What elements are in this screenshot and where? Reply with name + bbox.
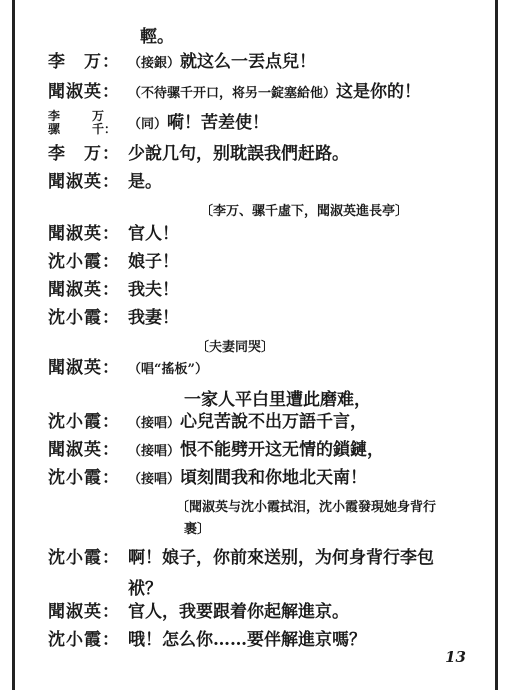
stage-direction: 〔李万、骡千虛下，聞淑英進長亭〕: [200, 204, 409, 219]
speaker-name: 沈小霞：: [48, 468, 120, 488]
spoken-text: 哦！怎么你……要伴解進京嗎？: [128, 630, 366, 650]
continuation-text: 輕。: [140, 27, 174, 47]
stage-direction-inline: （同）: [128, 117, 168, 132]
speaker-name: 沈小霞：: [48, 548, 120, 568]
stage-direction-inline: （唱“搖板”）: [128, 362, 208, 377]
dialogue-text: [128, 440, 384, 462]
spoken-text: 这是你的！: [336, 82, 422, 102]
speaker-name: 沈小霞：: [48, 630, 120, 650]
dialogue-text: [128, 52, 316, 74]
spoken-text: 少說几句，别耽誤我們赶路。: [128, 144, 349, 164]
spoken-text: 我夫！: [128, 280, 179, 300]
spoken-text: 官人！: [128, 224, 179, 244]
stage-direction-continuation: 裹〕: [184, 522, 211, 537]
spoken-text: 啊！娘子，你前來送别，为何身背行李包: [128, 548, 434, 568]
stage-direction-inline: （不待骡千开口，将另一錠塞給他）: [128, 86, 337, 101]
speaker-name: 聞淑英：: [48, 82, 120, 102]
stage-direction: 〔夫妻同哭〕: [196, 340, 275, 355]
stage-direction-inline: （接唱）: [128, 416, 181, 431]
right-border-rule: [495, 0, 498, 690]
speaker-char: 骡: [48, 122, 61, 136]
continuation-text: 袱？: [128, 579, 162, 599]
speaker-name: 沈小霞：: [48, 252, 120, 272]
stage-direction-inline: （接銀）: [128, 56, 181, 71]
spoken-text: 恨不能劈开这无情的鎖鏈，: [180, 440, 385, 460]
stage-direction: 〔聞淑英与沈小霞拭泪，沈小霞發現她身背行: [176, 500, 437, 515]
speaker-name: 聞淑英：: [48, 440, 120, 460]
speaker-name: 沈小霞：: [48, 308, 120, 328]
spoken-text: 我妻！: [128, 308, 179, 328]
speaker-name: 李 万：: [48, 52, 120, 72]
dialogue-text: [128, 358, 208, 380]
speaker-name: 聞淑英：: [48, 602, 120, 622]
stage-direction-inline: （接唱）: [128, 472, 181, 487]
speaker-name: 沈小霞：: [48, 412, 120, 432]
stage-direction-inline: （接唱）: [128, 444, 181, 459]
verse-line: 一家人平白里遭此磨难，: [184, 390, 371, 410]
spoken-text: 心兒苦說不出万語千言，: [180, 412, 368, 432]
speaker-name: 李 万：: [48, 144, 120, 164]
spoken-text: 是。: [128, 172, 162, 192]
spoken-text: 就这么一丟点兒！: [180, 52, 317, 72]
page-number: 13: [445, 648, 466, 666]
dialogue-text: [128, 113, 269, 135]
spoken-text: 嗬！苦差使！: [167, 113, 270, 133]
dialogue-text: [128, 412, 367, 434]
speaker-name: 聞淑英：: [48, 224, 120, 244]
speaker-name: 聞淑英：: [48, 280, 120, 300]
dialogue-text: [128, 82, 421, 104]
speaker-char: 万: [92, 109, 105, 123]
speaker-name: 聞淑英：: [48, 358, 120, 378]
dialogue-text: [128, 468, 367, 490]
speaker-char: 李: [48, 109, 61, 123]
speaker-char: 千：: [92, 122, 117, 136]
spoken-text: 娘子！: [128, 252, 179, 272]
spoken-text: 頃刻間我和你地北天南！: [180, 468, 368, 488]
left-border-rule: [12, 0, 15, 690]
speaker-name: 聞淑英：: [48, 172, 120, 192]
spoken-text: 官人，我要跟着你起解進京。: [128, 602, 349, 622]
